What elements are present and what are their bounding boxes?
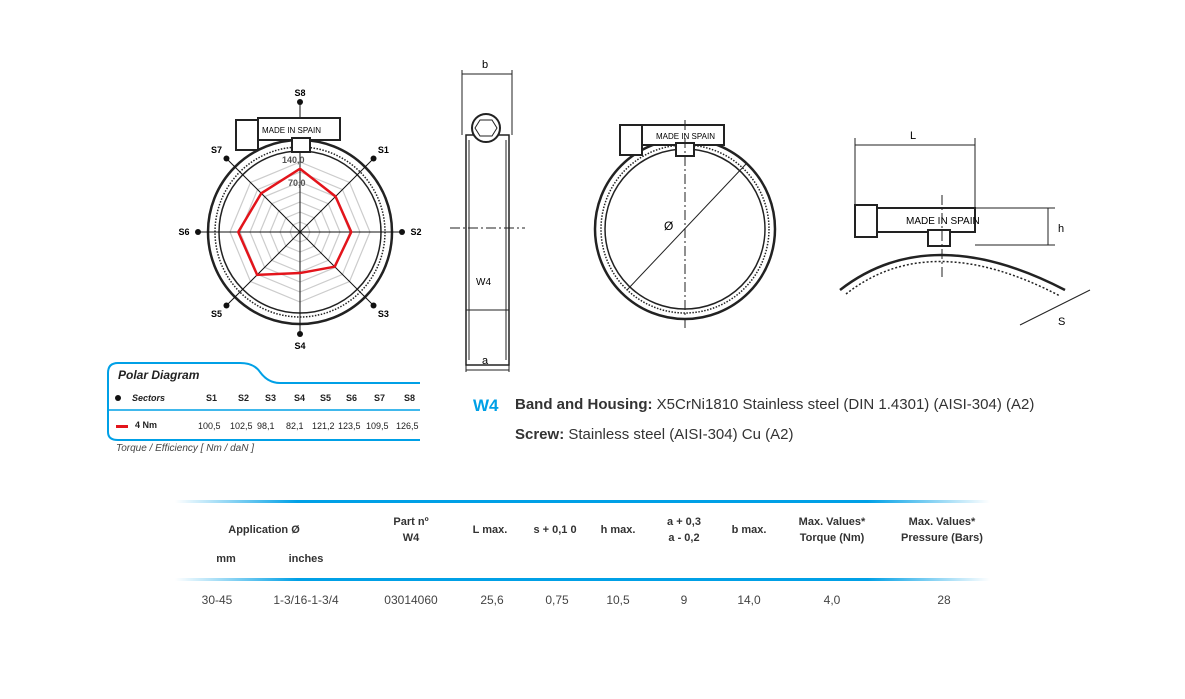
axis-s1 — [300, 158, 374, 232]
stamp-text: MADE IN SPAIN — [906, 216, 980, 227]
polar-table — [108, 362, 420, 440]
sector-header: S6 — [346, 393, 358, 403]
axis-end-dot — [223, 155, 229, 161]
band-housing-text: X5CrNi1810 Stainless steel (DIN 1.4301) (AISI-304) (A2) — [652, 396, 1035, 413]
cell-L: 25,6 — [480, 593, 504, 607]
dim-a-label: a — [482, 355, 489, 367]
cell-s: 0,75 — [545, 593, 569, 607]
stamp-text: MADE IN SPAIN — [262, 126, 321, 135]
header-torque — [799, 514, 866, 546]
sector-header: S5 — [320, 393, 332, 403]
sector-value: 102,5 — [230, 421, 253, 431]
axis-label-s7: S7 — [211, 144, 223, 155]
sector-header: S3 — [265, 393, 277, 403]
cell-mm: 30-45 — [201, 593, 233, 607]
header-pressure-1: Max. Values* — [908, 516, 976, 528]
sector-value: 109,5 — [366, 421, 389, 431]
sector-value: 82,1 — [286, 421, 304, 431]
table-top-rule — [175, 500, 990, 503]
axis-label-s2: S2 — [410, 227, 422, 237]
model-code: W4 — [473, 396, 499, 415]
header-a — [667, 514, 701, 546]
cell-b: 14,0 — [737, 593, 761, 607]
header-part-1: Part nº — [393, 516, 429, 528]
header-a-1: a + 0,3 — [667, 516, 701, 528]
header-mm: mm — [216, 553, 236, 565]
axis-end-dot — [223, 303, 229, 309]
axis-end-dot — [297, 99, 303, 105]
axis-label-s8: S8 — [294, 88, 306, 98]
side-view-drawing — [450, 59, 525, 372]
dim-s-label: S — [1058, 316, 1066, 328]
header-pressure — [901, 514, 983, 546]
sector-header: S7 — [374, 393, 386, 403]
axis-end-dot — [371, 155, 377, 161]
dim-diameter-label: Ø — [664, 219, 674, 233]
axis-s5 — [226, 232, 300, 306]
screw-text: Stainless steel (AISI-304) Cu (A2) — [564, 426, 794, 443]
partial-clamp-drawing — [840, 130, 1090, 328]
axis-end-dot — [399, 229, 405, 235]
axis-label-s3: S3 — [377, 309, 389, 320]
axis-end-dot — [297, 331, 303, 337]
sector-header: S8 — [404, 393, 416, 403]
header-a-2: a - 0,2 — [668, 532, 700, 544]
cell-a: 9 — [680, 593, 688, 607]
polar-diagram — [178, 88, 421, 351]
header-torque-1: Max. Values* — [798, 516, 866, 528]
band-housing-label: Band and Housing: — [515, 396, 653, 413]
sector-value: 121,2 — [312, 421, 335, 431]
header-s: s + 0,1 0 — [533, 524, 577, 536]
header-part — [393, 514, 428, 546]
header-h: h max. — [600, 524, 636, 536]
axis-s7 — [226, 158, 300, 232]
polar-caption: Torque / Efficiency [ Nm / daN ] — [116, 443, 255, 454]
axis-label-s6: S6 — [178, 227, 190, 237]
sector-header: S4 — [294, 393, 306, 403]
series-legend-swatch — [116, 425, 128, 428]
sectors-label: Sectors — [132, 393, 166, 403]
series-label: 4 Nm — [135, 420, 158, 430]
cell-h: 10,5 — [606, 593, 630, 607]
sector-value: 126,5 — [396, 421, 419, 431]
cell-part: 03014060 — [384, 593, 438, 607]
dim-h-label: h — [1058, 223, 1065, 235]
band-housing-material — [515, 396, 1034, 413]
header-L: L max. — [472, 524, 508, 536]
dim-L-label: L — [910, 130, 917, 142]
front-view-drawing — [595, 120, 775, 330]
screw-material — [515, 426, 793, 443]
axis-label-s5: S5 — [211, 309, 223, 320]
sectors-bullet-icon — [115, 395, 121, 401]
table-header-rule — [175, 578, 990, 581]
dim-b-label: b — [482, 59, 489, 71]
sector-header: S1 — [206, 393, 218, 403]
stamp-text: MADE IN SPAIN — [656, 132, 715, 141]
header-pressure-2: Pressure (Bars) — [901, 532, 983, 544]
header-inches: inches — [288, 553, 324, 565]
sector-value: 98,1 — [257, 421, 275, 431]
axis-end-dot — [195, 229, 201, 235]
header-torque-2: Torque (Nm) — [799, 532, 865, 544]
polar-table-title: Polar Diagram — [118, 368, 200, 382]
sector-value: 123,5 — [338, 421, 361, 431]
cell-torque: 4,0 — [823, 593, 841, 607]
ring-label-140: 140,0 — [282, 155, 305, 165]
ring-label-70: 70,0 — [288, 178, 306, 188]
header-part-2: W4 — [402, 532, 420, 544]
axis-end-dot — [371, 303, 377, 309]
screw-label: Screw: — [515, 426, 565, 443]
header-b: b max. — [731, 524, 767, 536]
sector-header: S2 — [238, 393, 250, 403]
axis-label-s4: S4 — [294, 341, 306, 351]
header-application: Application Ø — [228, 524, 300, 536]
dim-w4-label: W4 — [476, 277, 491, 288]
cell-inches: 1-3/16-1-3/4 — [273, 593, 339, 607]
axis-s3 — [300, 232, 374, 306]
axis-label-s1: S1 — [377, 144, 389, 155]
clamp-housing-icon — [236, 118, 340, 152]
cell-pressure: 28 — [937, 593, 951, 607]
sector-value: 100,5 — [198, 421, 221, 431]
